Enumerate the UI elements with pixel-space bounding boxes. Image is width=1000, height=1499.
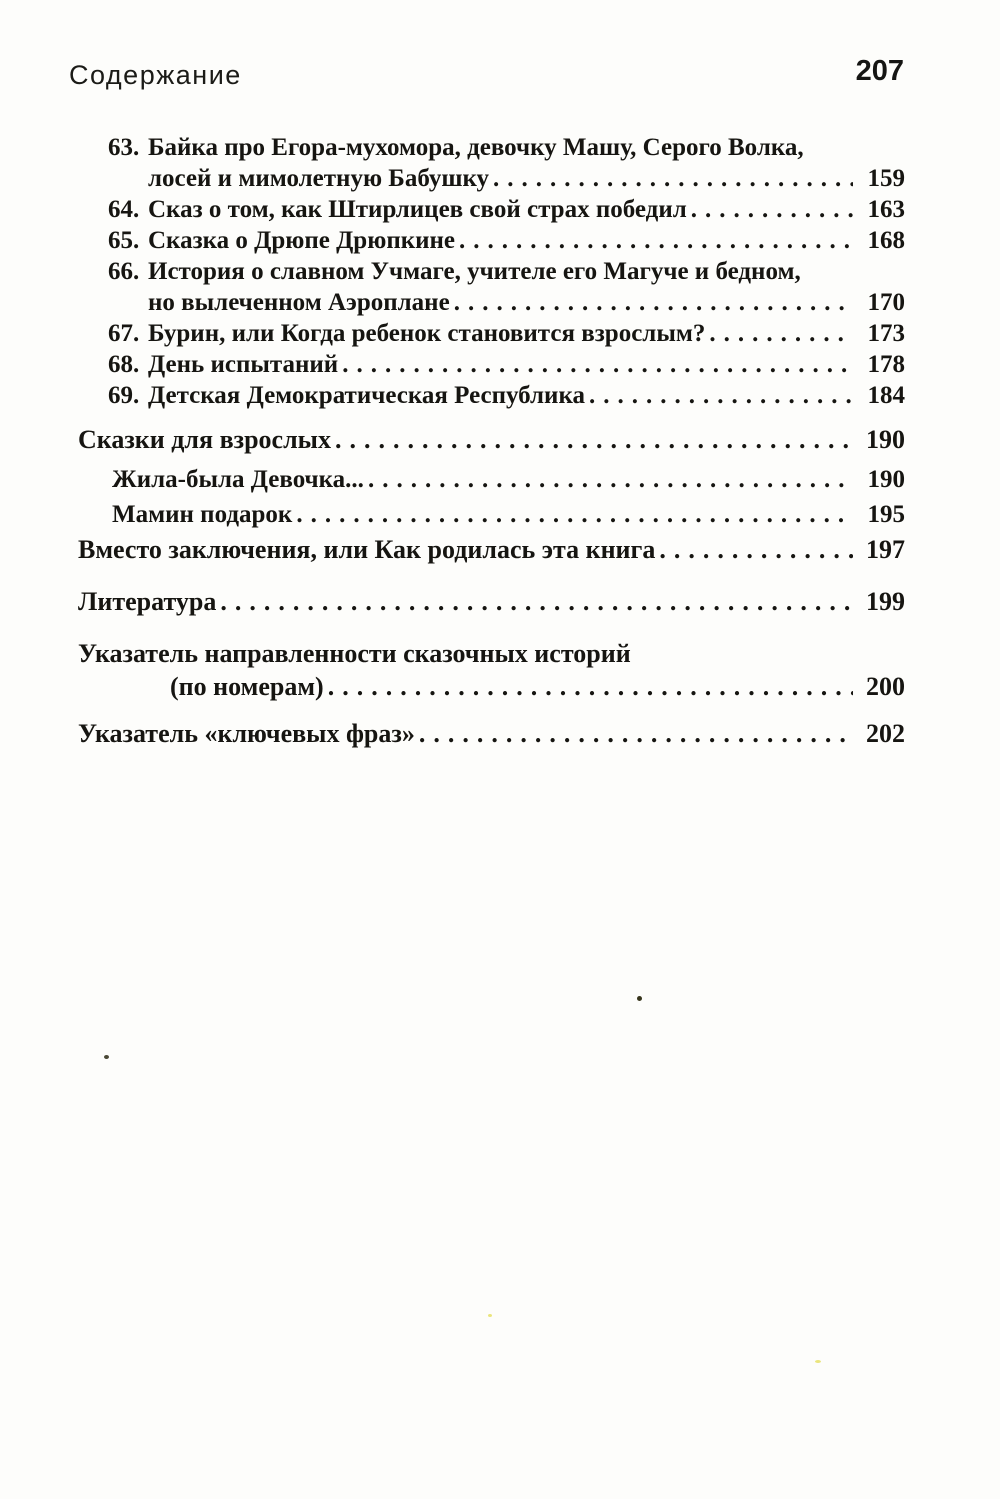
toc-entry-title: Бурин, или Когда ребенок становится взрослым? bbox=[148, 320, 706, 347]
dot-leader bbox=[335, 423, 853, 456]
toc-entry-title: Байка про Егора-мухомора, девочку Машу, Серого Волка, bbox=[148, 134, 804, 161]
toc-entry-title: но вылеченном Аэроплане bbox=[148, 289, 450, 316]
toc-entry-67 bbox=[0, 318, 1000, 349]
toc-entry-page: 173 bbox=[867, 320, 905, 347]
toc-section-page: 202 bbox=[866, 719, 905, 748]
toc-entry-page: 178 bbox=[867, 351, 905, 378]
toc-entry-number: 66. bbox=[108, 258, 140, 285]
dot-leader bbox=[419, 717, 853, 750]
toc-entry-title: Сказ о том, как Штирлицев свой страх победил bbox=[148, 196, 687, 223]
toc-section-title: Сказки для взрослых bbox=[78, 425, 331, 454]
toc-entry-68 bbox=[0, 349, 1000, 380]
toc-entry-number: 65. bbox=[108, 227, 140, 254]
scan-speck bbox=[488, 1314, 492, 1317]
dot-leader bbox=[328, 670, 853, 703]
toc-entry-title: лосей и мимолетную Бабушку bbox=[148, 165, 490, 192]
table-of-contents bbox=[0, 132, 1000, 750]
toc-entry-page: 163 bbox=[867, 196, 905, 223]
toc-entry-63-line1 bbox=[0, 132, 1000, 163]
dot-leader bbox=[454, 287, 853, 318]
toc-subentry-page: 195 bbox=[867, 501, 905, 528]
dot-leader bbox=[691, 194, 853, 225]
toc-section-title: Вместо заключения, или Как родилась эта книга bbox=[78, 535, 656, 564]
dot-leader bbox=[342, 349, 853, 380]
toc-section-ukazatel-klyuchevyh-fraz bbox=[0, 717, 1000, 750]
toc-entry-number: 69. bbox=[108, 382, 140, 409]
dot-leader bbox=[493, 163, 853, 194]
toc-entry-66-line1 bbox=[0, 256, 1000, 287]
dot-leader bbox=[659, 533, 853, 566]
toc-entry-number: 68. bbox=[108, 351, 140, 378]
dot-leader bbox=[459, 225, 853, 256]
dot-leader bbox=[220, 585, 853, 618]
scan-speck bbox=[815, 1360, 821, 1363]
toc-entry-page: 184 bbox=[867, 382, 905, 409]
toc-entry-64 bbox=[0, 194, 1000, 225]
toc-entry-page: 159 bbox=[867, 165, 905, 192]
dot-leader bbox=[296, 499, 853, 530]
toc-entry-number: 64. bbox=[108, 196, 140, 223]
dot-leader bbox=[368, 464, 853, 495]
toc-section-title: Указатель направленности сказочных историй bbox=[78, 639, 631, 668]
toc-section-page: 190 bbox=[866, 425, 905, 454]
scan-speck bbox=[637, 996, 642, 1001]
toc-entry-title: Сказка о Дрюпе Дрюпкине bbox=[148, 227, 456, 254]
toc-section-literatura bbox=[0, 585, 1000, 618]
toc-entry-65 bbox=[0, 225, 1000, 256]
toc-entry-page: 168 bbox=[867, 227, 905, 254]
toc-section-ukazatel-napravlennosti-line1 bbox=[0, 637, 1000, 670]
toc-section-page: 197 bbox=[866, 535, 905, 564]
toc-section-title: Указатель «ключевых фраз» bbox=[78, 719, 415, 748]
scan-speck bbox=[104, 1055, 109, 1059]
toc-section-skazki-dlya-vzroslyh bbox=[0, 423, 1000, 456]
toc-section-vmesto-zaklyucheniya bbox=[0, 533, 1000, 566]
toc-subentry-mamin-podarok bbox=[0, 499, 1000, 530]
toc-entry-title: День испытаний bbox=[148, 351, 339, 378]
toc-section-title-continuation: (по номерам) bbox=[170, 672, 324, 701]
toc-section-title: Литература bbox=[78, 587, 217, 616]
running-head-title: Содержание bbox=[69, 60, 242, 90]
running-head-page-number: 207 bbox=[855, 55, 904, 87]
toc-entry-63-line2 bbox=[0, 163, 1000, 194]
toc-subentry-title: Жила-была Девочка... bbox=[112, 466, 364, 493]
toc-entry-page: 170 bbox=[867, 289, 905, 316]
toc-entry-number: 67. bbox=[108, 320, 140, 347]
toc-entry-69 bbox=[0, 380, 1000, 411]
toc-section-ukazatel-napravlennosti-line2 bbox=[0, 670, 1000, 703]
dot-leader bbox=[709, 318, 853, 349]
toc-entry-title: История о славном Учмаге, учителе его Магуче и бедном, bbox=[148, 258, 801, 285]
toc-subentry-title: Мамин подарок bbox=[112, 501, 293, 528]
toc-entry-66-line2 bbox=[0, 287, 1000, 318]
toc-entry-title: Детская Демократическая Республика bbox=[148, 382, 585, 409]
toc-entry-number: 63. bbox=[108, 134, 140, 161]
toc-subentry-zhila-byla-devochka bbox=[0, 464, 1000, 495]
dot-leader bbox=[589, 380, 853, 411]
toc-section-page: 200 bbox=[866, 672, 905, 701]
toc-section-page: 199 bbox=[866, 587, 905, 616]
toc-subentry-page: 190 bbox=[867, 466, 905, 493]
